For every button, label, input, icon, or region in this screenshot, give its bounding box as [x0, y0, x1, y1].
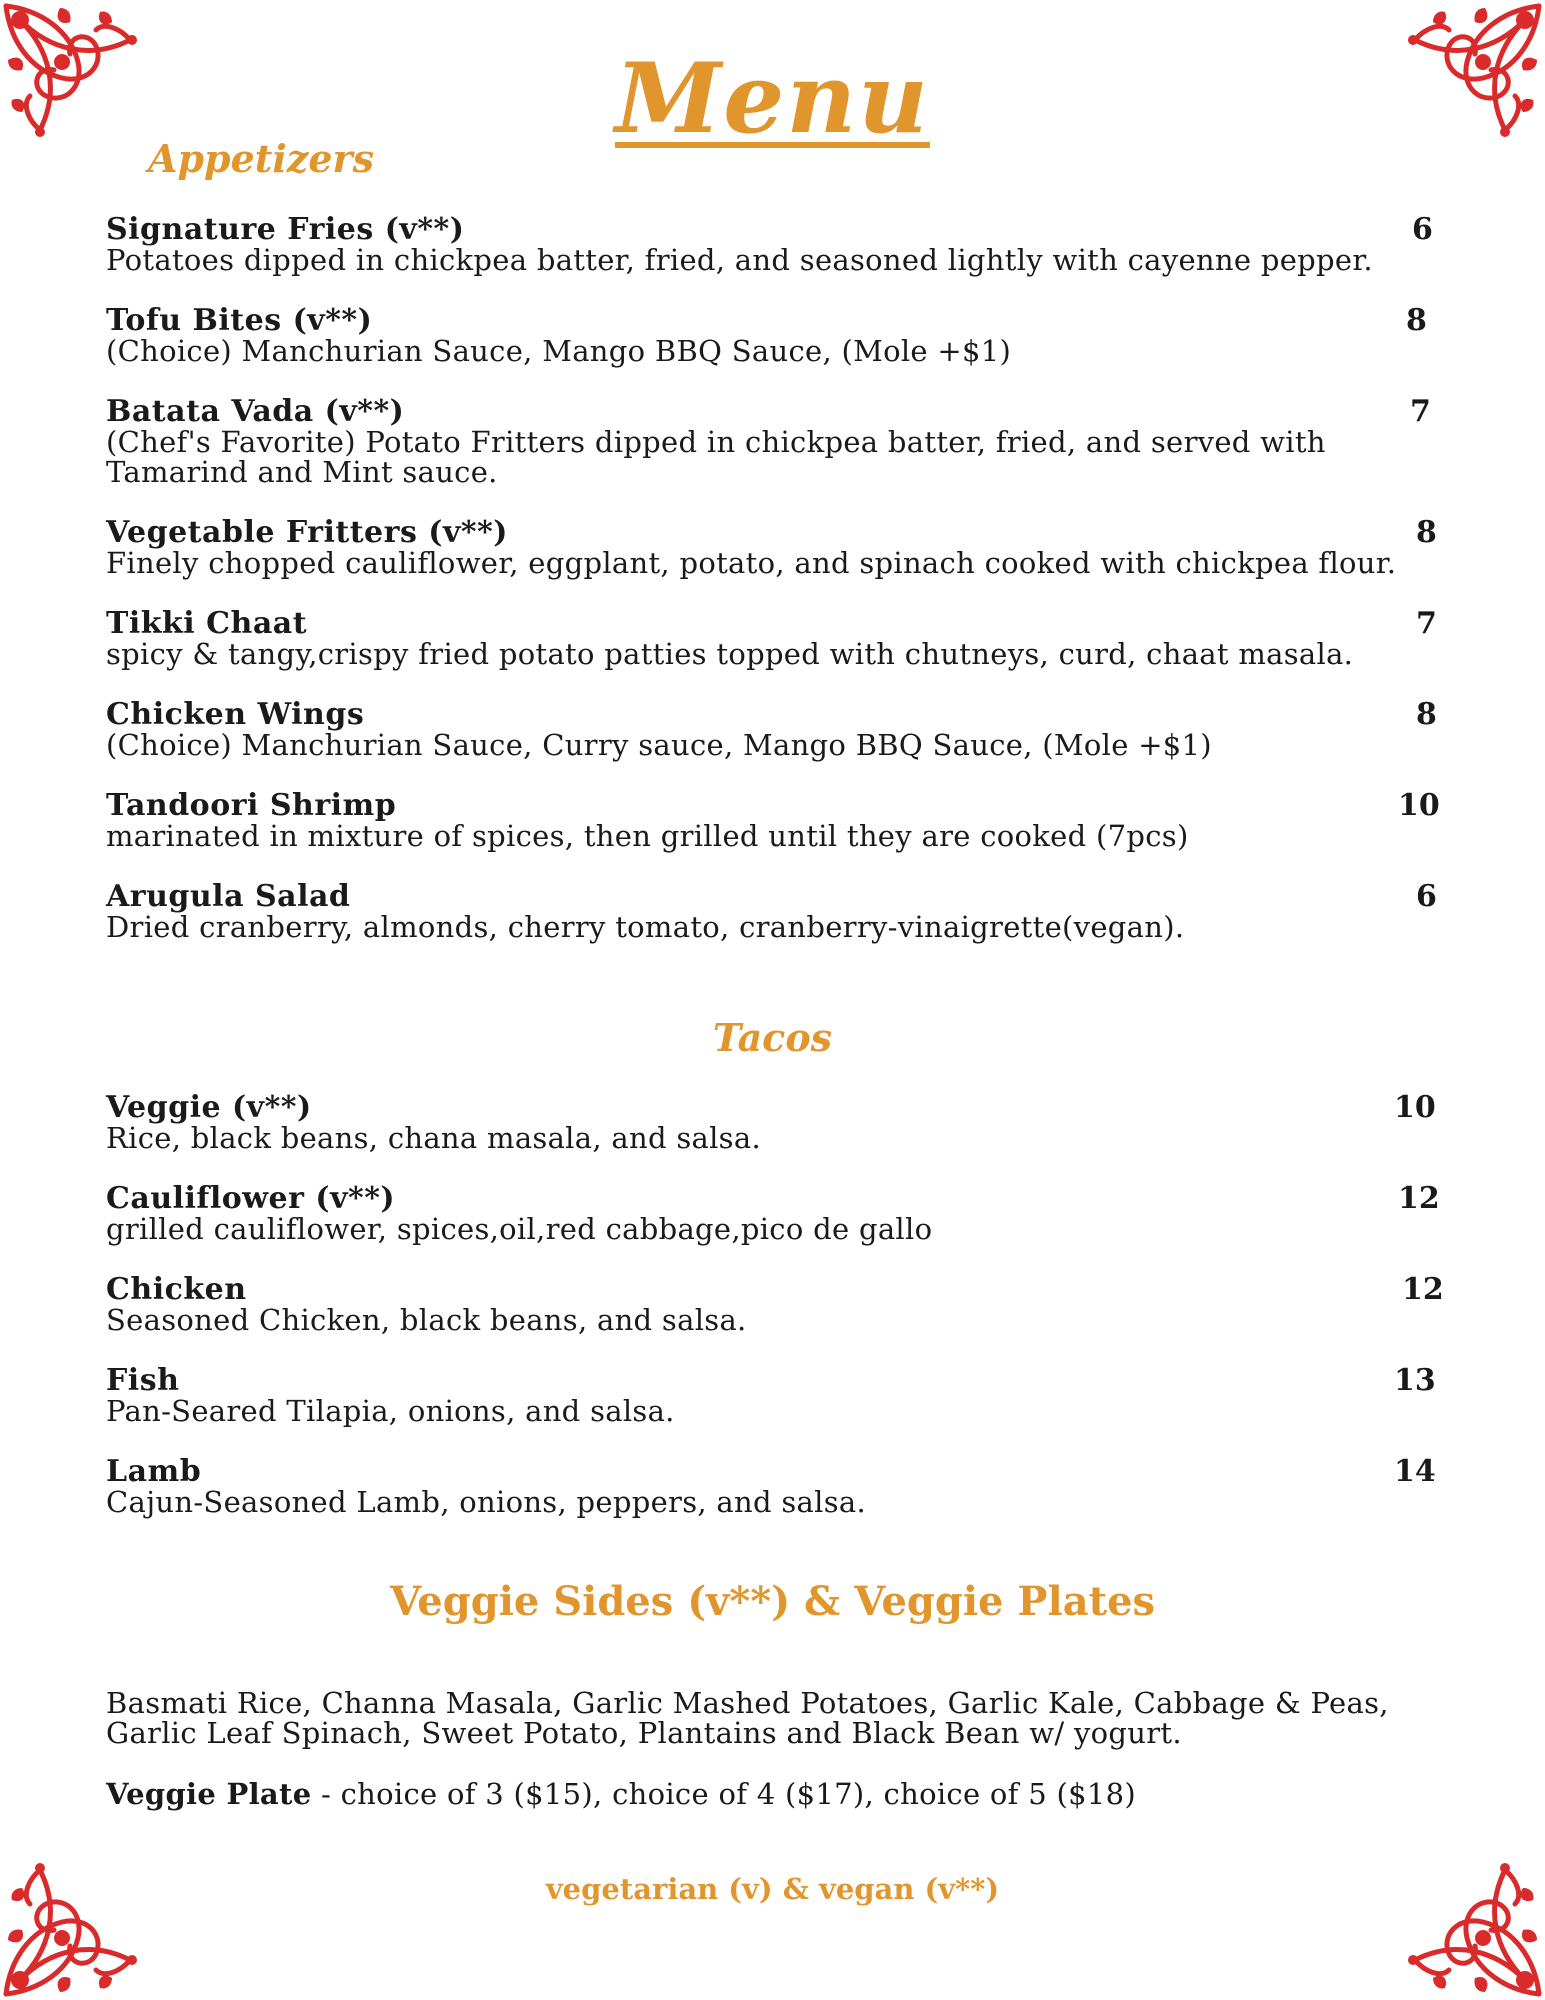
item-price: 7 [1416, 606, 1437, 641]
item-name: Lamb [106, 1454, 202, 1489]
item-price: 12 [1398, 1181, 1440, 1216]
menu-item [106, 396, 1446, 487]
item-price: 10 [1394, 1090, 1436, 1125]
item-price: 8 [1406, 303, 1427, 338]
item-name: Tikki Chaat [106, 606, 308, 641]
item-price: 12 [1402, 1272, 1444, 1307]
item-description: Dried cranberry, almonds, cherry tomato, cranberry-vinaigrette(vegan). [106, 910, 1185, 944]
menu-item [106, 1183, 1446, 1244]
menu-item [106, 1456, 1446, 1517]
item-name: Tandoori Shrimp [106, 788, 397, 823]
tacos-heading: Tacos [712, 1015, 833, 1060]
item-description: grilled cauliflower, spices,oil,red cabbage,pico de gallo [106, 1212, 933, 1246]
item-name: Signature Fries (v**) [106, 212, 465, 247]
item-price: 6 [1416, 879, 1437, 914]
item-name: Cauliflower (v**) [106, 1181, 396, 1216]
veggie-plate-line [106, 1779, 1136, 1809]
veggie-sides-heading: Veggie Sides (v**) & Veggie Plates [389, 1578, 1156, 1625]
item-price: 6 [1412, 212, 1433, 247]
item-name: Arugula Salad [106, 879, 351, 914]
menu-item [106, 790, 1446, 851]
item-description: (Choice) Manchurian Sauce, Curry sauce, Mango BBQ Sauce, (Mole +$1) [106, 728, 1212, 762]
appetizers-heading: Appetizers [148, 136, 374, 181]
item-description: Potatoes dipped in chickpea batter, fried, and seasoned lightly with cayenne pepper. [106, 243, 1373, 277]
item-description: Rice, black beans, chana masala, and salsa. [106, 1121, 761, 1155]
item-name: Vegetable Fritters (v**) [106, 515, 508, 550]
item-name: Fish [106, 1363, 180, 1398]
item-description: Pan-Seared Tilapia, onions, and salsa. [106, 1394, 675, 1428]
item-price: 14 [1394, 1454, 1436, 1489]
item-description: (Choice) Manchurian Sauce, Mango BBQ Sauce, (Mole +$1) [106, 334, 1012, 368]
item-price: 8 [1416, 515, 1437, 550]
item-name: Veggie (v**) [106, 1090, 312, 1125]
item-description: Finely chopped cauliflower, eggplant, potato, and spinach cooked with chickpea flour. [106, 546, 1397, 580]
veggie-plate-pricing: - choice of 3 ($15), choice of 4 ($17), choice of 5 ($18) [311, 1777, 1136, 1811]
item-name: Chicken Wings [106, 697, 365, 732]
menu-item [106, 608, 1446, 669]
item-price: 8 [1416, 697, 1437, 732]
page-title-text: Menu [615, 42, 930, 155]
veggie-sides-list: Basmati Rice, Channa Masala, Garlic Mashed Potatoes, Garlic Kale, Cabbage & Peas, Garlic Leaf Spinach, Sweet Potato, Plantains and Black Bean w/ yogurt. [106, 1686, 1389, 1750]
menu-item [106, 881, 1446, 942]
item-name: Chicken [106, 1272, 247, 1307]
item-price: 7 [1410, 394, 1431, 429]
diet-legend: vegetarian (v) & vegan (v**) [545, 1872, 1000, 1906]
item-name: Tofu Bites (v**) [106, 303, 373, 338]
item-description: (Chef's Favorite) Potato Fritters dipped in chickpea batter, fried, and served with Tamarind and Mint sauce. [106, 425, 1326, 489]
item-name: Batata Vada (v**) [106, 394, 405, 429]
item-description: Seasoned Chicken, black beans, and salsa. [106, 1303, 747, 1337]
menu-item [106, 305, 1446, 366]
menu-item [106, 214, 1446, 275]
menu-item [106, 699, 1446, 760]
item-description: marinated in mixture of spices, then grilled until they are cooked (7pcs) [106, 819, 1189, 853]
item-description: Cajun-Seasoned Lamb, onions, peppers, and salsa. [106, 1485, 867, 1519]
item-price: 10 [1398, 788, 1440, 823]
item-description: spicy & tangy,crispy fried potato patties topped with chutneys, curd, chaat masala. [106, 637, 1354, 671]
item-price: 13 [1394, 1363, 1436, 1398]
menu-item [106, 517, 1446, 578]
veggie-plate-label: Veggie Plate [106, 1777, 312, 1811]
menu-item [106, 1092, 1446, 1153]
menu-item [106, 1365, 1446, 1426]
menu-item [106, 1274, 1446, 1335]
